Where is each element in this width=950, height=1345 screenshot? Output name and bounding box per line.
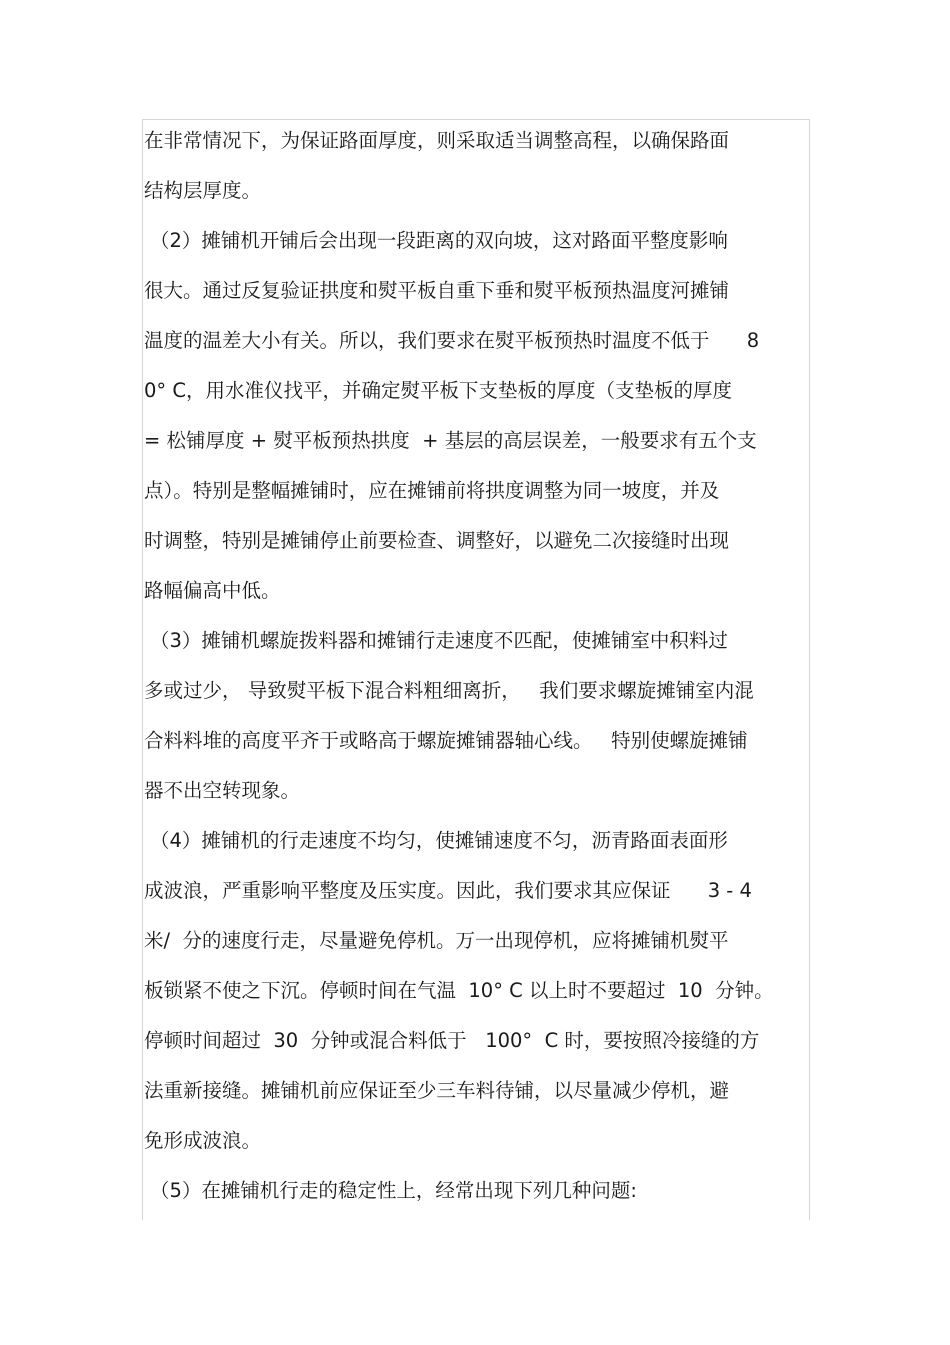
text-line-11: （3）摊铺机螺旋拨料器和摊铺行走速度不匹配，使摊铺室中积料过 (150, 629, 728, 652)
text-line-1: 在非常情况下，为保证路面厚度，则采取适当调整高程，以确保路面 (144, 129, 730, 152)
text-line-5: 温度的温差大小有关。所以，我们要求在熨平板预热时温度不低于 8 (144, 329, 760, 352)
text-line-19: 停顿时间超过 30 分钟或混合料低于 100° C 时，要按照冷接缝的方 (144, 1029, 760, 1052)
text-line-13: 合料料堆的高度平齐于或略高于螺旋摊铺器轴心线。 特别使螺旋摊铺 (144, 729, 748, 752)
text-line-21: 免形成波浪。 (144, 1129, 262, 1152)
text-line-20: 法重新接缝。摊铺机前应保证至少三车料待铺，以尽量减少停机，避 (144, 1079, 730, 1102)
text-line-16: 成波浪，严重影响平整度及压实度。因此，我们要求其应保证 3 - 4 (144, 879, 752, 902)
text-line-9: 时调整，特别是摊铺停止前要检查、调整好，以避免二次接缝时出现 (144, 529, 730, 552)
text-line-6: 0° C，用水准仪找平，并确定熨平板下支垫板的厚度（支垫板的厚度 (144, 379, 732, 402)
text-line-7: = 松铺厚度 + 熨平板预热拱度 + 基层的高层误差，一般要求有五个支 (144, 429, 757, 452)
text-line-12: 多或过少， 导致熨平板下混合料粗细离折， 我们要求螺旋摊铺室内混 (144, 679, 754, 702)
text-line-8: 点）。特别是整幅摊铺时，应在摊铺前将拱度调整为同一坡度，并及 (144, 479, 720, 502)
text-line-4: 很大。通过反复验证拱度和熨平板自重下垂和熨平板预热温度河摊铺 (144, 279, 730, 302)
text-line-17: 米/ 分的速度行走，尽量避免停机。万一出现停机，应将摊铺机熨平 (144, 929, 729, 952)
text-line-14: 器不出空转现象。 (144, 779, 301, 802)
text-line-10: 路幅偏高中低。 (144, 579, 281, 602)
text-line-2: 结构层厚度。 (144, 179, 262, 202)
text-line-18: 板锁紧不使之下沉。停顿时间在气温 10° C 以上时不要超过 10 分钟。 (144, 979, 774, 1002)
text-line-22: （5）在摊铺机行走的稳定性上，经常出现下列几种问题: (150, 1179, 637, 1202)
text-line-15: （4）摊铺机的行走速度不均匀，使摊铺速度不匀，沥青路面表面形 (150, 829, 728, 852)
text-line-3: （2）摊铺机开铺后会出现一段距离的双向坡，这对路面平整度影响 (150, 229, 728, 252)
